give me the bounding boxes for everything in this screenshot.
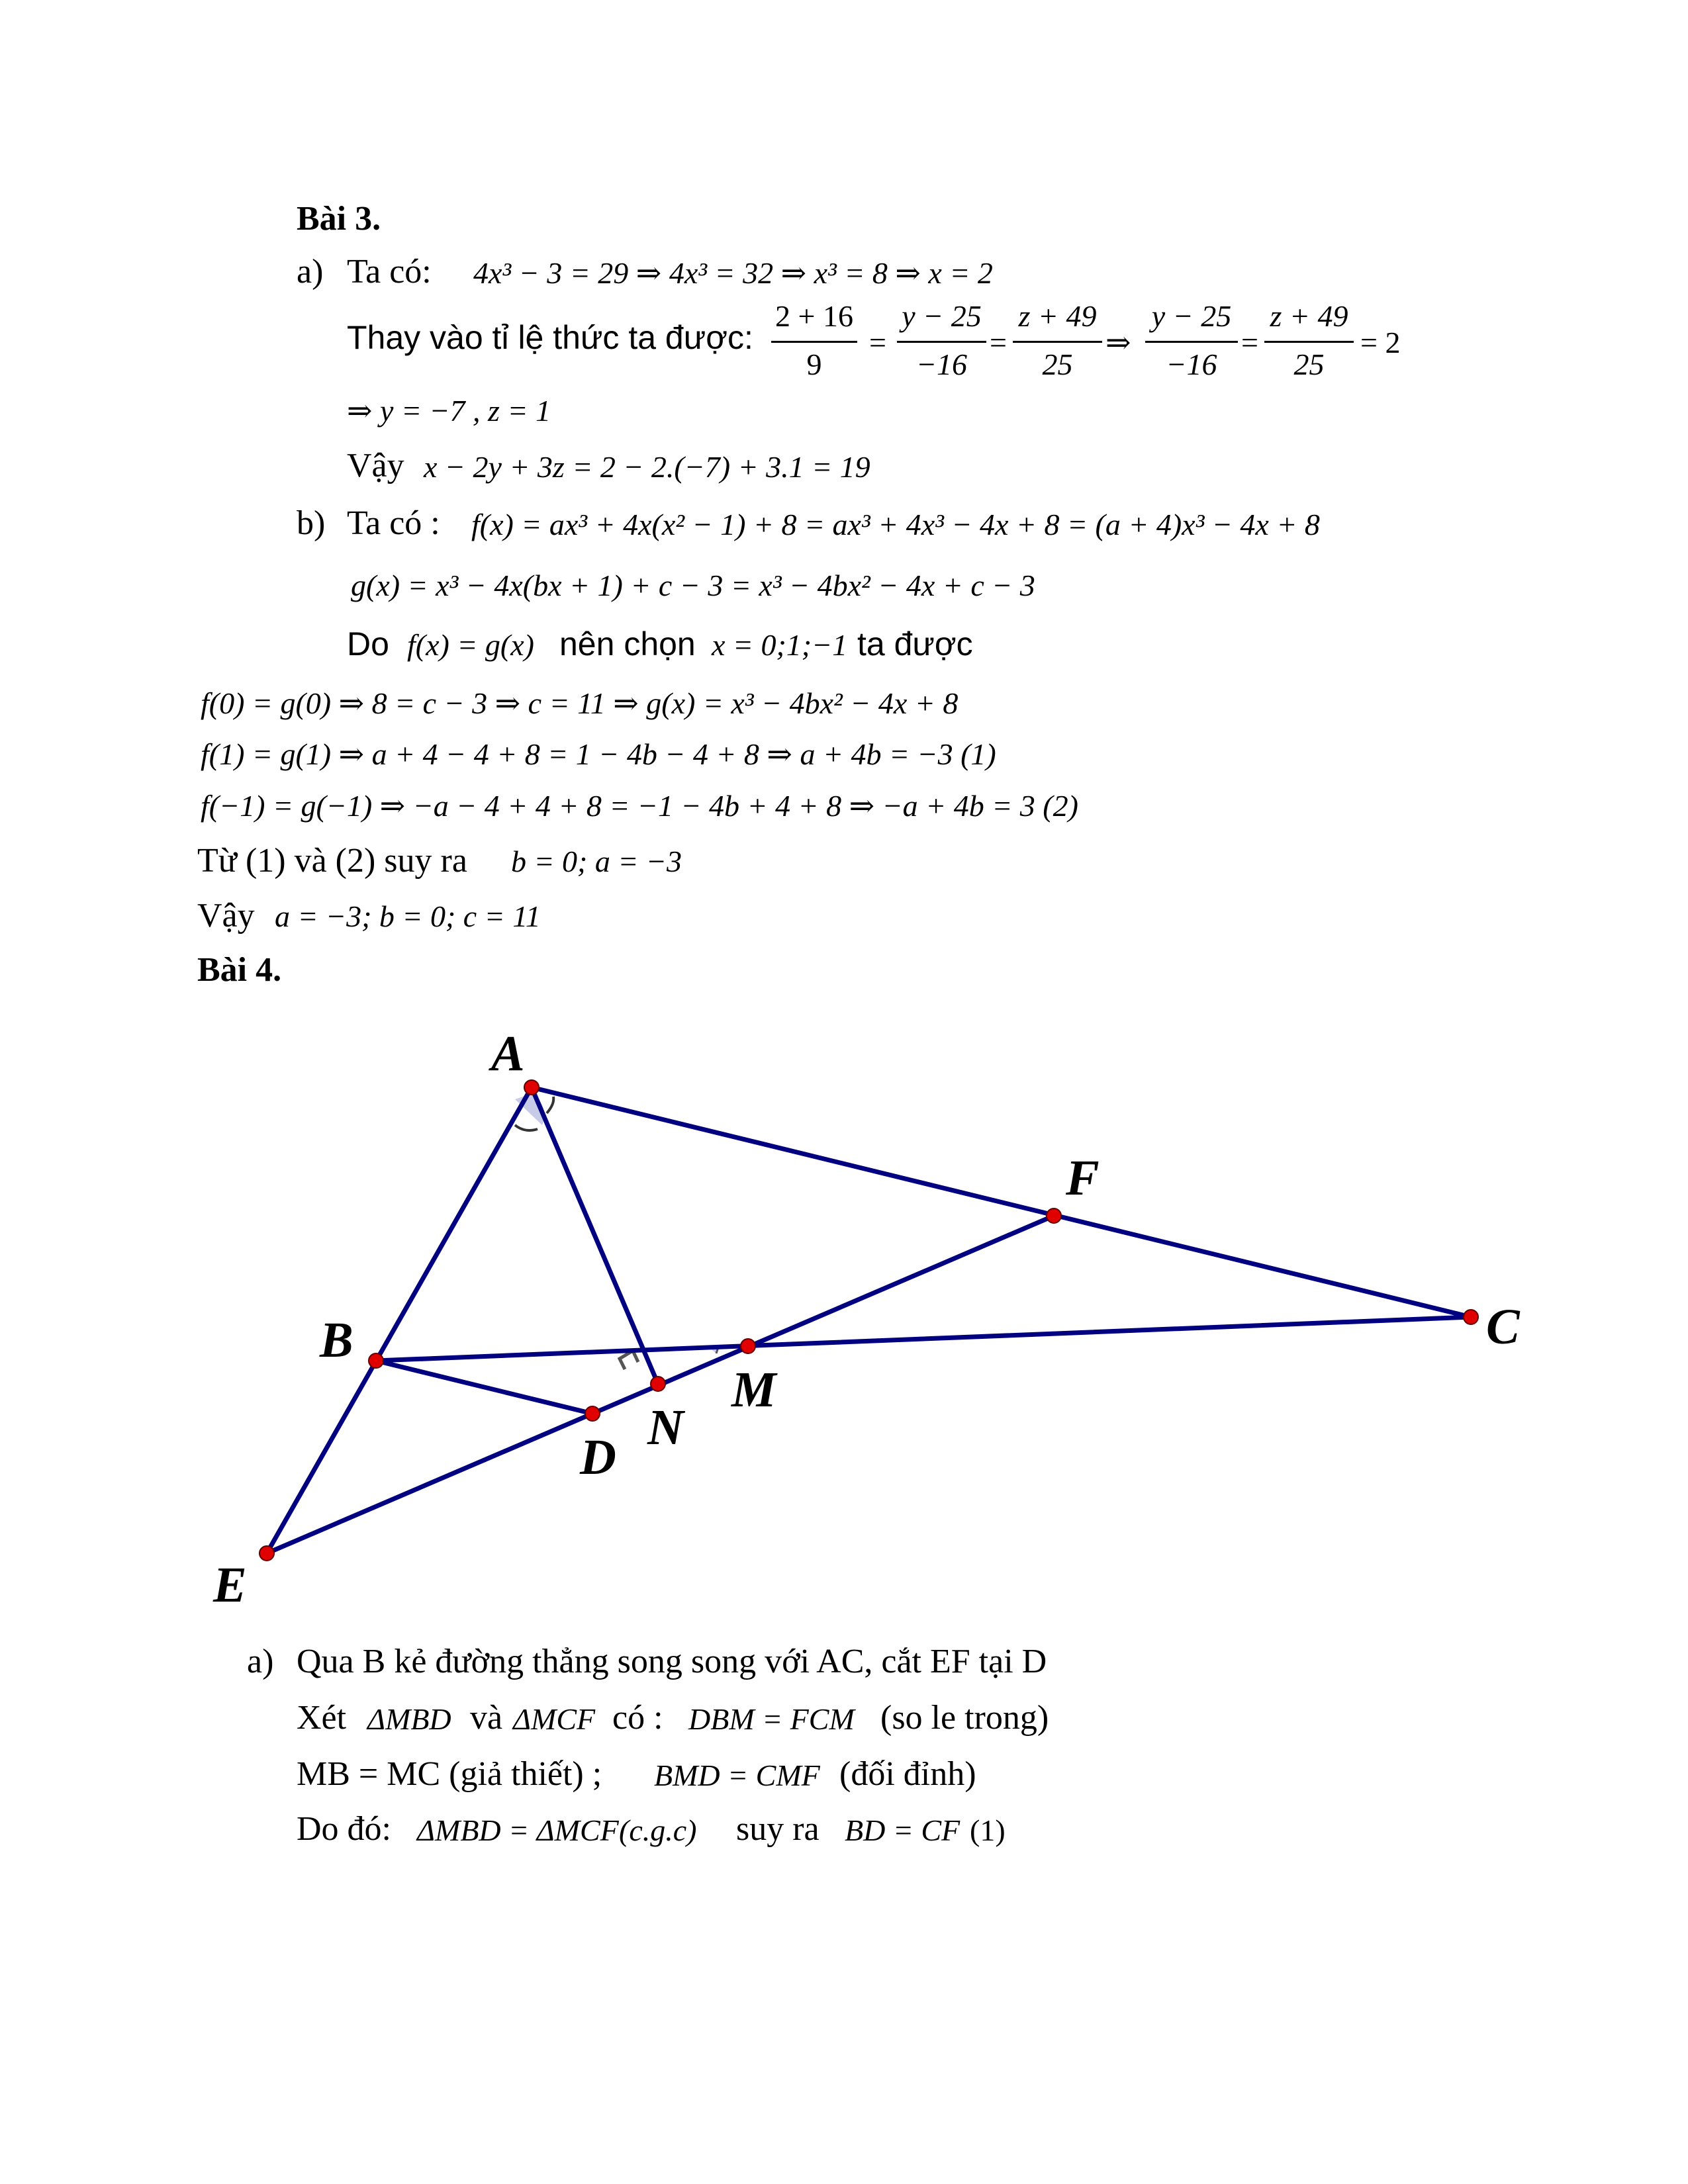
tri-mcf: ΔMCF — [513, 1702, 596, 1736]
point-e — [259, 1546, 274, 1561]
fraction-5-den: 25 — [1293, 347, 1325, 381]
angle-arc-2 — [547, 1097, 553, 1113]
point-d — [585, 1406, 600, 1421]
fraction-1-num: 2 + 16 — [775, 299, 853, 333]
tu-label: Từ (1) và (2) suy ra — [197, 842, 467, 880]
b-line2: f(1) = g(1) ⇒ a + 4 − 4 + 8 = 1 − 4b − 4 + 8 ⇒ a + 4b = −3 (1) — [201, 737, 996, 771]
do-end: ta được — [857, 625, 973, 662]
fraction-1-den: 9 — [806, 347, 822, 381]
eq-number-1: (1) — [970, 1813, 1006, 1847]
segment-ae — [267, 1087, 532, 1553]
point-c — [1464, 1310, 1478, 1324]
eq-sign-1: = — [869, 326, 886, 359]
yz-result: ⇒ y = −7 , z = 1 — [347, 394, 551, 428]
angle-equality-2: BMD = CMF — [654, 1758, 820, 1792]
segment-bc — [376, 1317, 1471, 1361]
co-word: có : — [612, 1699, 663, 1737]
label-a: A — [491, 1026, 525, 1081]
cgc: (c.g.c) — [619, 1813, 697, 1847]
fraction-2-num: y − 25 — [902, 299, 982, 333]
vay-expr-a: x − 2y + 3z = 2 − 2.(−7) + 3.1 = 19 — [424, 450, 870, 484]
va-word: và — [470, 1699, 503, 1737]
b-line1: f(0) = g(0) ⇒ 8 = c − 3 ⇒ c = 11 ⇒ g(x) = x³ − 4bx² − 4x + 8 — [201, 686, 959, 720]
bai4-a-label: a) — [247, 1643, 274, 1680]
bai3-b-label: b) — [297, 504, 326, 542]
result-eq: = 2 — [1360, 326, 1401, 359]
bai3-a-eq1: 4x³ − 3 = 29 ⇒ 4x³ = 32 ⇒ x³ = 8 ⇒ x = 2 — [473, 256, 993, 290]
xet-label: Xét — [297, 1699, 347, 1737]
label-b: B — [320, 1312, 353, 1368]
bd-cf: BD = CF — [845, 1813, 961, 1847]
figure-labels — [212, 1026, 1521, 1613]
label-n: N — [647, 1400, 684, 1455]
figure-segments — [267, 1087, 1471, 1553]
fraction-3-num: z + 49 — [1018, 299, 1097, 333]
bai3-a-subst-label: Thay vào tỉ lệ thức ta được: — [347, 319, 753, 356]
angle-equality-1: DBM = FCM — [688, 1702, 855, 1736]
do-x: x = 0;1;−1 — [712, 628, 848, 662]
do-do: Do đó: — [297, 1810, 391, 1848]
bai3-title: Bài 3. — [297, 200, 381, 238]
doi-dinh: (đối đỉnh) — [839, 1755, 976, 1793]
label-m: M — [731, 1362, 776, 1418]
do-mid: nên chọn — [559, 625, 696, 662]
angle-arc-1 — [515, 1125, 538, 1130]
congruent-statement: ΔMBD = ΔMCF — [417, 1813, 619, 1847]
f-expr: f(x) = ax³ + 4x(x² − 1) + 8 = ax³ + 4x³ − 4x + 8 = (a + 4)x³ − 4x + 8 — [471, 508, 1320, 541]
point-f — [1047, 1208, 1061, 1223]
vay-expr-b: a = −3; b = 0; c = 11 — [275, 899, 541, 933]
fraction-4-den: −16 — [1166, 347, 1217, 381]
do-cond: f(x) = g(x) — [407, 628, 534, 662]
point-b — [369, 1353, 383, 1368]
label-d: D — [580, 1430, 616, 1485]
figure-points — [259, 1080, 1478, 1561]
do-label: Do — [347, 625, 389, 662]
bai3-b-intro: Ta có : — [347, 504, 440, 542]
segment-an — [532, 1087, 658, 1384]
label-f: F — [1066, 1150, 1100, 1206]
fraction-3-den: 25 — [1042, 347, 1073, 381]
b-line3: f(−1) = g(−1) ⇒ −a − 4 + 4 + 8 = −1 − 4b + 4 + 8 ⇒ −a + 4b = 3 (2) — [201, 789, 1078, 823]
point-m — [741, 1339, 755, 1353]
bai3-a-intro: Ta có: — [347, 253, 432, 291]
tri-mbd: ΔMBD — [367, 1702, 451, 1736]
fraction-4-num: y − 25 — [1151, 299, 1232, 333]
eq-sign-3: = — [1241, 326, 1258, 359]
fraction-2-den: −16 — [915, 347, 968, 381]
eq-sign-2: = — [990, 326, 1007, 359]
point-n — [651, 1377, 665, 1391]
suy-ra: suy ra — [736, 1810, 820, 1848]
segment-ac — [532, 1087, 1471, 1317]
fraction-5-num: z + 49 — [1270, 299, 1348, 333]
label-c: C — [1486, 1299, 1520, 1355]
vay-label-a: Vậy — [347, 447, 404, 484]
tu-expr: b = 0; a = −3 — [511, 844, 682, 878]
bai3-a-label: a) — [297, 253, 324, 291]
point-a — [524, 1080, 539, 1095]
label-e: E — [213, 1557, 247, 1613]
right-angle-mark — [620, 1351, 638, 1369]
vay-label-b: Vậy — [197, 897, 255, 934]
g-expr: g(x) = x³ − 4x(bx + 1) + c − 3 = x³ − 4bx² − 4x + c − 3 — [351, 569, 1035, 602]
bai4-a-line1: Qua B kẻ đường thẳng song song với AC, cắt EF tại D — [297, 1643, 1047, 1680]
mb-mc: MB = MC (giả thiết) ; — [297, 1755, 602, 1793]
implies-sign: ⇒ — [1105, 326, 1131, 359]
bai4-title: Bài 4. — [197, 951, 282, 989]
so-le-trong: (so le trong) — [880, 1699, 1049, 1737]
segment-bd — [376, 1361, 592, 1414]
